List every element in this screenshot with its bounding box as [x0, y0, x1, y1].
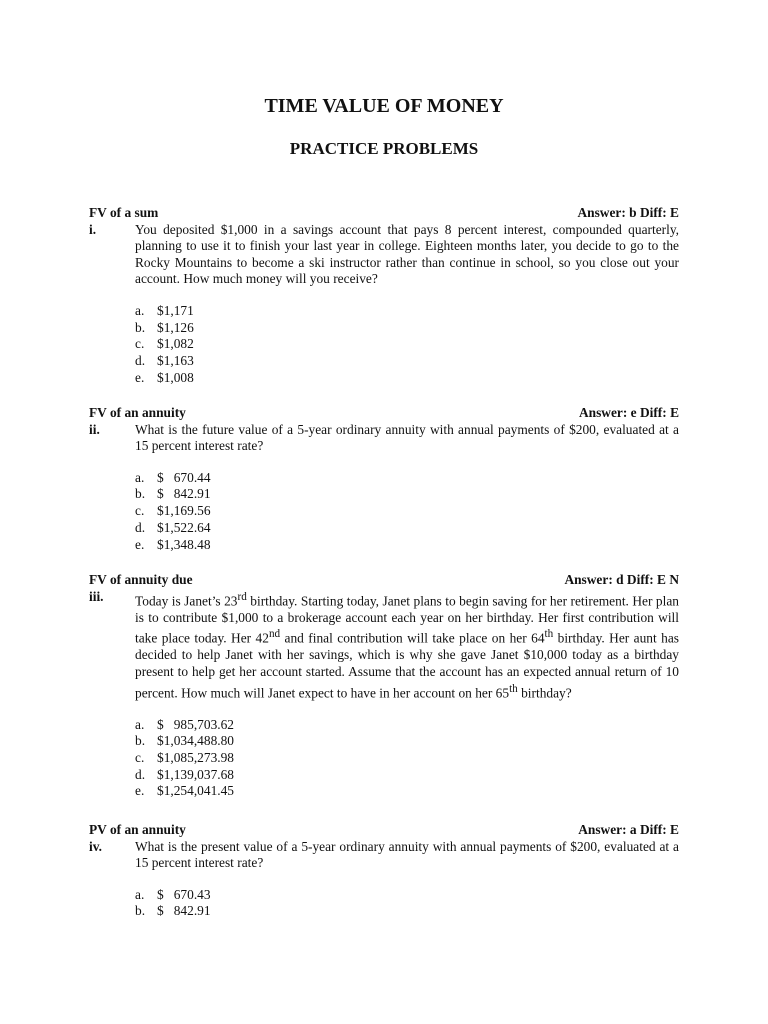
choice-letter: d. [135, 766, 146, 782]
question-text: and final contribution will take place on her 64 [280, 630, 545, 646]
choice-value: $ 670.44 [157, 469, 211, 485]
choice-value: $ 842.91 [157, 486, 211, 502]
choice-item [135, 767, 679, 784]
problem-body [89, 589, 679, 702]
choice-item [135, 353, 679, 370]
choice-value: $1,126 [157, 319, 194, 335]
choice-letter: e. [135, 369, 145, 385]
problem-body [89, 839, 679, 872]
choice-value: $ 842.91 [157, 903, 211, 919]
problem-header [89, 405, 679, 422]
problem-number: ii. [89, 421, 100, 437]
question-text: Today is Janet’s 23 [135, 593, 238, 609]
choice-value: $1,034,488.80 [157, 733, 234, 749]
problem-1 [89, 205, 679, 386]
problem-header [89, 205, 679, 222]
problem-number: iv. [89, 838, 103, 854]
problem-body [89, 222, 679, 288]
choice-letter: d. [135, 353, 146, 369]
choice-item [135, 370, 679, 387]
choice-letter: e. [135, 536, 145, 552]
choice-letter: a. [135, 469, 145, 485]
problem-question: What is the future value of a 5-year ordinary annuity with annual payments of $200, evaluated at a 15 percent interest rate? [135, 421, 679, 454]
choice-value: $1,171 [157, 302, 194, 318]
choice-letter: b. [135, 903, 146, 919]
problem-answer: Answer: d Diff: E N [564, 572, 679, 587]
choice-letter: c. [135, 336, 145, 352]
choice-letter: b. [135, 486, 146, 502]
document-subtitle: PRACTICE PROBLEMS [289, 139, 479, 158]
problem-topic: FV of annuity due [89, 572, 193, 587]
choice-item [135, 470, 679, 487]
problem-3 [89, 572, 679, 800]
problem-topic: FV of an annuity [89, 405, 186, 420]
choice-item [135, 336, 679, 353]
choice-letter: d. [135, 519, 146, 535]
problem-header [89, 572, 679, 589]
question-text: birthday. Starting today, Janet plans to begin saving for her retirement. Her plan is to contribute $1,000 to a brokerage account each year on her birthday. Her first contribution will take place today. Her 42 [135, 593, 679, 646]
ordinal-suffix: nd [268, 628, 281, 641]
choice-item [135, 733, 679, 750]
choice-list [89, 470, 679, 553]
choice-letter: b. [135, 319, 146, 335]
choice-value: $1,169.56 [157, 503, 211, 519]
problem-topic: PV of an annuity [89, 822, 186, 837]
ordinal-suffix: rd [237, 590, 247, 603]
choice-value: $1,082 [157, 336, 194, 352]
problem-answer: Answer: e Diff: E [578, 405, 679, 420]
choice-value: $1,522.64 [157, 519, 211, 535]
choice-item [135, 903, 679, 920]
choice-value: $1,139,037.68 [157, 766, 234, 782]
choice-letter: a. [135, 302, 145, 318]
choice-list [89, 887, 679, 920]
choice-item [135, 503, 679, 520]
choice-value: $ 985,703.62 [157, 716, 234, 732]
problem-answer: Answer: b Diff: E [577, 205, 679, 220]
choice-item [135, 537, 679, 554]
choice-value: $1,254,041.45 [157, 783, 234, 799]
choice-letter: b. [135, 733, 146, 749]
choice-item [135, 750, 679, 767]
choice-list [89, 303, 679, 386]
choice-value: $1,008 [157, 369, 194, 385]
choice-item [135, 520, 679, 537]
choice-item [135, 783, 679, 800]
ordinal-suffix: th [509, 682, 518, 695]
choice-letter: c. [135, 503, 145, 519]
choice-item [135, 320, 679, 337]
question-text: birthday? [517, 684, 572, 700]
choice-list [89, 717, 679, 800]
problem-number: iii. [89, 588, 104, 604]
problem-number: i. [89, 221, 97, 237]
problem-question: What is the present value of a 5-year ordinary annuity with annual payments of $200, evaluated at a 15 percent interest rate? [135, 838, 679, 871]
choice-value: $ 670.43 [157, 886, 211, 902]
ordinal-suffix: th [544, 628, 554, 641]
document-title: TIME VALUE OF MONEY [264, 95, 504, 117]
problem-body [89, 422, 679, 455]
choice-item [135, 717, 679, 734]
choice-value: $1,085,273.98 [157, 749, 234, 765]
problem-topic: FV of a sum [89, 205, 159, 220]
choice-item [135, 887, 679, 904]
choice-letter: c. [135, 749, 145, 765]
choice-letter: a. [135, 716, 145, 732]
question-text: birthday. Her aunt has decided to help Janet with her savings, which is why she gave Janet $10,000 today as a birthday present to help get her account started. Assume that the account has an expected annual return of 10 percent. How much will Janet expect to have in her account on her 65 [135, 630, 679, 700]
problem-header [89, 822, 679, 839]
choice-item [135, 486, 679, 503]
problem-4 [89, 822, 679, 920]
problem-answer: Answer: a Diff: E [578, 822, 679, 837]
problem-2 [89, 405, 679, 553]
problem-question [135, 589, 679, 702]
choice-letter: e. [135, 783, 145, 799]
choice-value: $1,163 [157, 353, 194, 369]
choice-item [135, 303, 679, 320]
choice-value: $1,348.48 [157, 536, 211, 552]
choice-letter: a. [135, 886, 145, 902]
problem-question: You deposited $1,000 in a savings account that pays 8 percent interest, compounded quarterly, planning to use it to finish your last year in college. Eighteen months later, you decide to go to the Rocky Mountains to become a ski instructor rather than continue in school, so you close out your account. How much money will you receive? [135, 221, 679, 287]
